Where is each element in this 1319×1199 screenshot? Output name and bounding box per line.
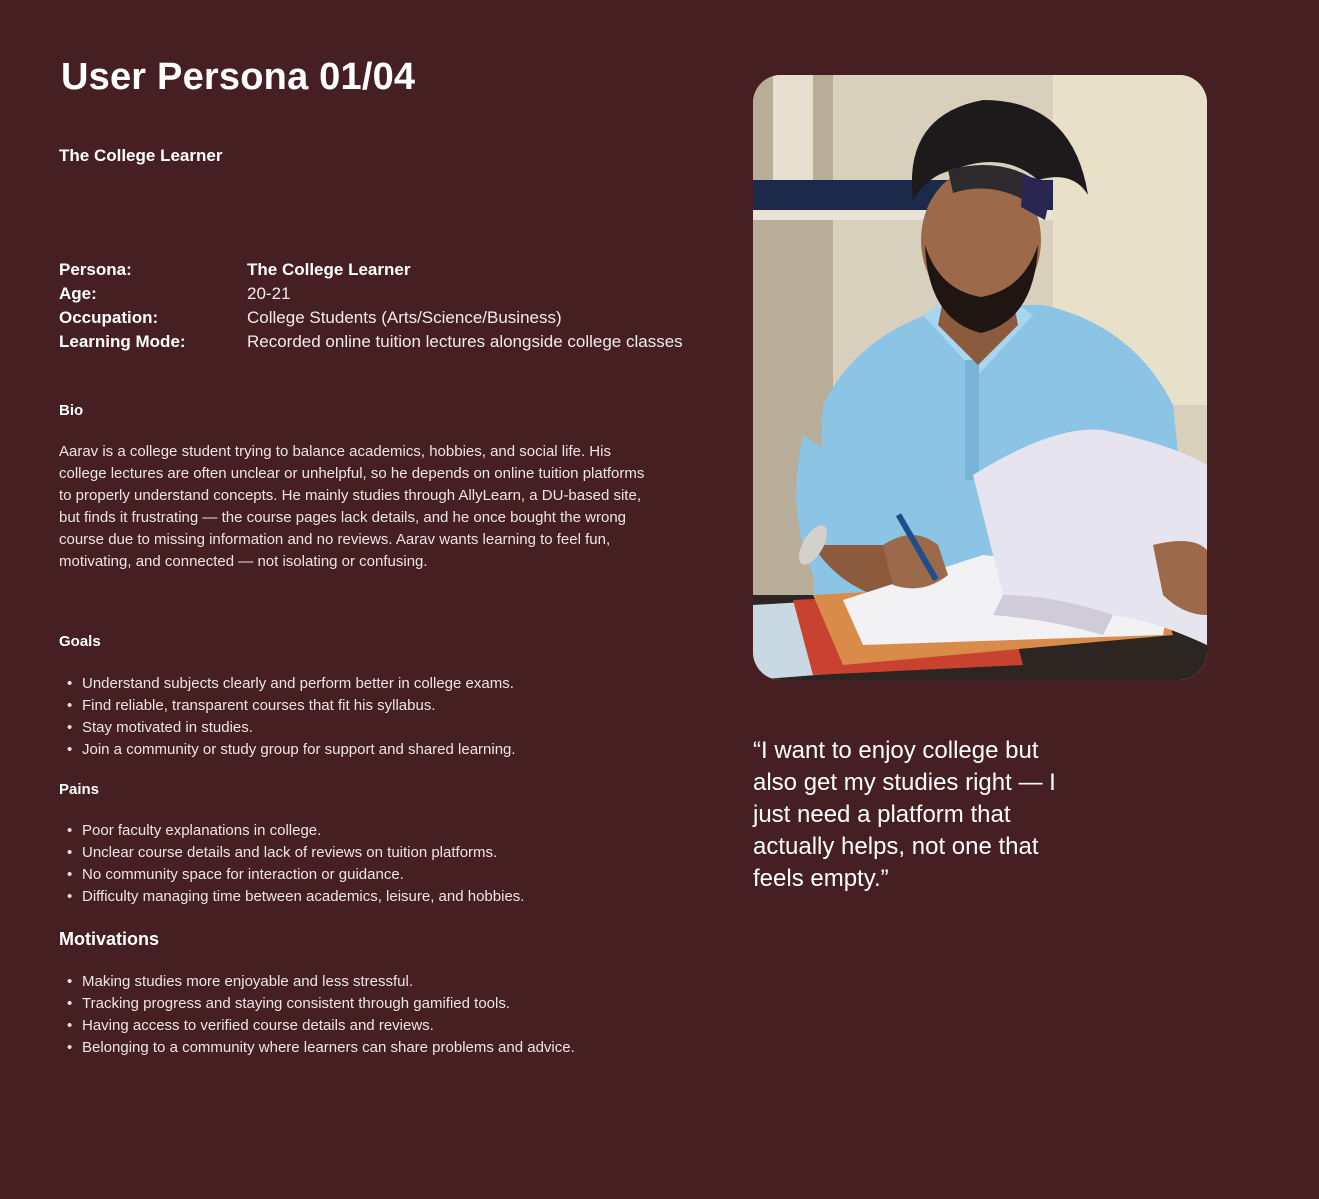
detail-row-age (59, 282, 683, 306)
list-item: • Unclear course details and lack of reviews on tuition platforms. (59, 842, 524, 864)
list-item: • Having access to verified course details and reviews. (59, 1015, 575, 1037)
detail-label: Learning Mode: (59, 332, 186, 351)
persona-photo-illustration (753, 75, 1207, 680)
list-item: • Poor faculty explanations in college. (59, 820, 524, 842)
persona-details (59, 258, 683, 354)
pains-heading: Pains (59, 781, 100, 798)
list-item: • Tracking progress and staying consistent through gamified tools. (59, 993, 575, 1015)
detail-label: Age: (59, 284, 97, 303)
goals-heading: Goals (59, 633, 101, 650)
bio-text: Aarav is a college student trying to balance academics, hobbies, and social life. His college lectures are often unclear or unhelpful, so he depends on online tuition platforms to properly understand concepts. He mainly studies through AllyLearn, a DU-based site, but finds it frustrating — the course pages lack details, and he once bought the wrong course due to missing information and no reviews. Aarav wants learning to feel fun, motivating, and connected — not isolating or confusing. (59, 443, 645, 570)
page-title: User Persona 01/04 (61, 56, 416, 98)
list-item: • Belonging to a community where learners can share problems and advice. (59, 1037, 575, 1059)
list-item: • Find reliable, transparent courses that fit his syllabus. (59, 695, 516, 717)
persona-photo (753, 75, 1207, 680)
list-item: • Making studies more enjoyable and less stressful. (59, 971, 575, 993)
detail-value: Recorded online tuition lectures alongside college classes (247, 332, 683, 351)
list-item: • No community space for interaction or guidance. (59, 864, 524, 886)
detail-label: Persona: (59, 260, 132, 279)
motivations-heading: Motivations (59, 929, 160, 949)
persona-quote: “I want to enjoy college but also get my studies right — I just need a platform that actually helps, not one that feels empty.” (753, 737, 1056, 892)
list-item: • Stay motivated in studies. (59, 717, 516, 739)
detail-value: 20-21 (247, 284, 291, 303)
list-item: • Understand subjects clearly and perform better in college exams. (59, 673, 516, 695)
detail-label: Occupation: (59, 308, 159, 327)
detail-row-learning-mode (59, 330, 683, 354)
pains-list (59, 820, 524, 908)
goals-list (59, 673, 516, 761)
list-item: • Difficulty managing time between academics, leisure, and hobbies. (59, 886, 524, 908)
list-item: • Join a community or study group for support and shared learning. (59, 739, 516, 761)
detail-value: College Students (Arts/Science/Business) (247, 308, 562, 327)
bio-heading: Bio (59, 402, 84, 419)
motivations-list (59, 971, 575, 1059)
detail-row-occupation (59, 306, 683, 330)
detail-value: The College Learner (247, 260, 411, 279)
persona-subtitle: The College Learner (59, 146, 223, 165)
detail-row-persona (59, 258, 683, 282)
